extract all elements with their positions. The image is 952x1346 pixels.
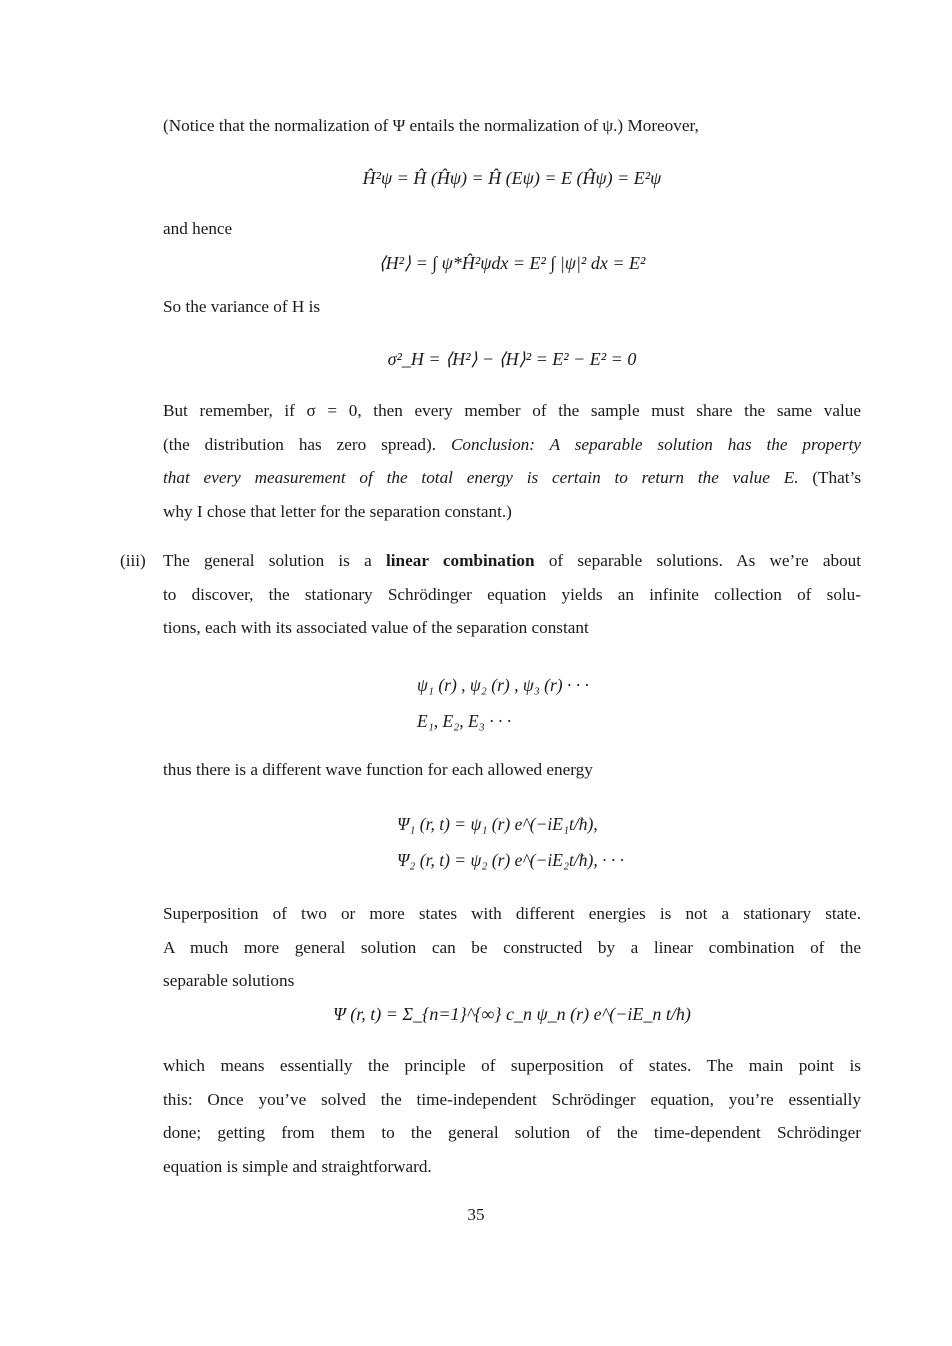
page-number: 35 [467, 1205, 485, 1224]
list-label-iii: (iii) [120, 551, 146, 570]
text-line: done; getting from them to the general solution of the time-dependent Schrödinger [163, 1123, 861, 1142]
text-line: this: Once you’ve solved the time-independent Schrödinger equation, you’re essentially [163, 1089, 861, 1109]
text-line: thus there is a different wave function for each allowed energy [163, 760, 593, 779]
paragraph-conclusion [163, 394, 861, 528]
equation-eigenstates [417, 667, 717, 739]
equation-text: Ĥ²ψ = Ĥ (Ĥψ) = Ĥ (Eψ) = E (Ĥψ) = E²ψ [362, 168, 662, 188]
equation-variance [163, 338, 861, 378]
paragraph-superposition [163, 897, 861, 998]
paragraph-normalization [163, 109, 861, 143]
equation-general-solution [163, 988, 861, 1044]
text-segment: (the distribution has zero spread). [163, 434, 437, 454]
conclusion-italic: that every measurement of the total energy is certain to return the value E. [163, 468, 799, 487]
text-segment: (That’s [812, 468, 862, 487]
text-line: (Notice that the normalization of Ψ entails the normalization of ψ.) Moreover, [163, 116, 699, 135]
text-line: to discover, the stationary Schrödinger equation yields an infinite collection of solu- [163, 584, 861, 604]
text-line: why I chose that letter for the separation constant.) [163, 501, 512, 521]
equation-text: Ψ (r, t) = Σ_{n=1}^{∞} c_n ψ_n (r) e^(−iE_n t/ħ) [333, 1004, 691, 1024]
text-line: separable solutions [163, 971, 295, 990]
text-line: A much more general solution can be constructed by a linear combination of the [163, 937, 861, 957]
conclusion-italic: Conclusion: A separable solution has the property [450, 434, 861, 454]
paragraph-general-solution [163, 544, 861, 645]
text-line [163, 544, 861, 578]
variance-intro-text: So the variance of H is [163, 297, 321, 316]
text-line: But remember, if σ = 0, then every member of the sample must share the same value [163, 401, 861, 420]
equation-text: σ²_H = ⟨H²⟩ − ⟨H⟩² = E² − E² = 0 [387, 349, 637, 369]
equation-wavefunctions [397, 806, 737, 878]
text-line [163, 461, 861, 495]
text-segment: of separable solutions. As we’re about [548, 551, 862, 570]
equation-expectation-h2 [163, 240, 861, 284]
bold-term: linear combination [385, 551, 535, 570]
text-line: Superposition of two or more states with different energies is not a stationary state. [163, 904, 861, 923]
text-line [163, 290, 861, 324]
text-line: tions, each with its associated value of the separation constant [163, 618, 589, 637]
equation-line: Ψ₁ (r, t) = ψ₁ (r) e^(−iE₁t/ħ), [397, 814, 598, 834]
variance-intro [163, 290, 861, 324]
text-line: which means essentially the principle of superposition of states. The main point is [163, 1056, 861, 1075]
paragraph-main-point [163, 1049, 861, 1183]
equation-line: ψ₁ (r) , ψ₂ (r) , ψ₃ (r) · · · [417, 675, 589, 695]
equation-line: Ψ₂ (r, t) = ψ₂ (r) e^(−iE₂t/ħ), · · · [397, 850, 624, 870]
text-line: and hence [163, 219, 233, 238]
text-line: equation is simple and straightforward. [163, 1156, 432, 1176]
equation-line: E₁, E₂, E₃ · · · [417, 711, 512, 731]
equation-h-squared [163, 155, 861, 199]
text-segment: The general solution is a [163, 551, 372, 570]
text-line [163, 428, 861, 462]
equation-text: ⟨H²⟩ = ∫ ψ*Ĥ²ψdx = E² ∫ |ψ|² dx = E² [378, 253, 646, 273]
thus-line [163, 753, 861, 787]
